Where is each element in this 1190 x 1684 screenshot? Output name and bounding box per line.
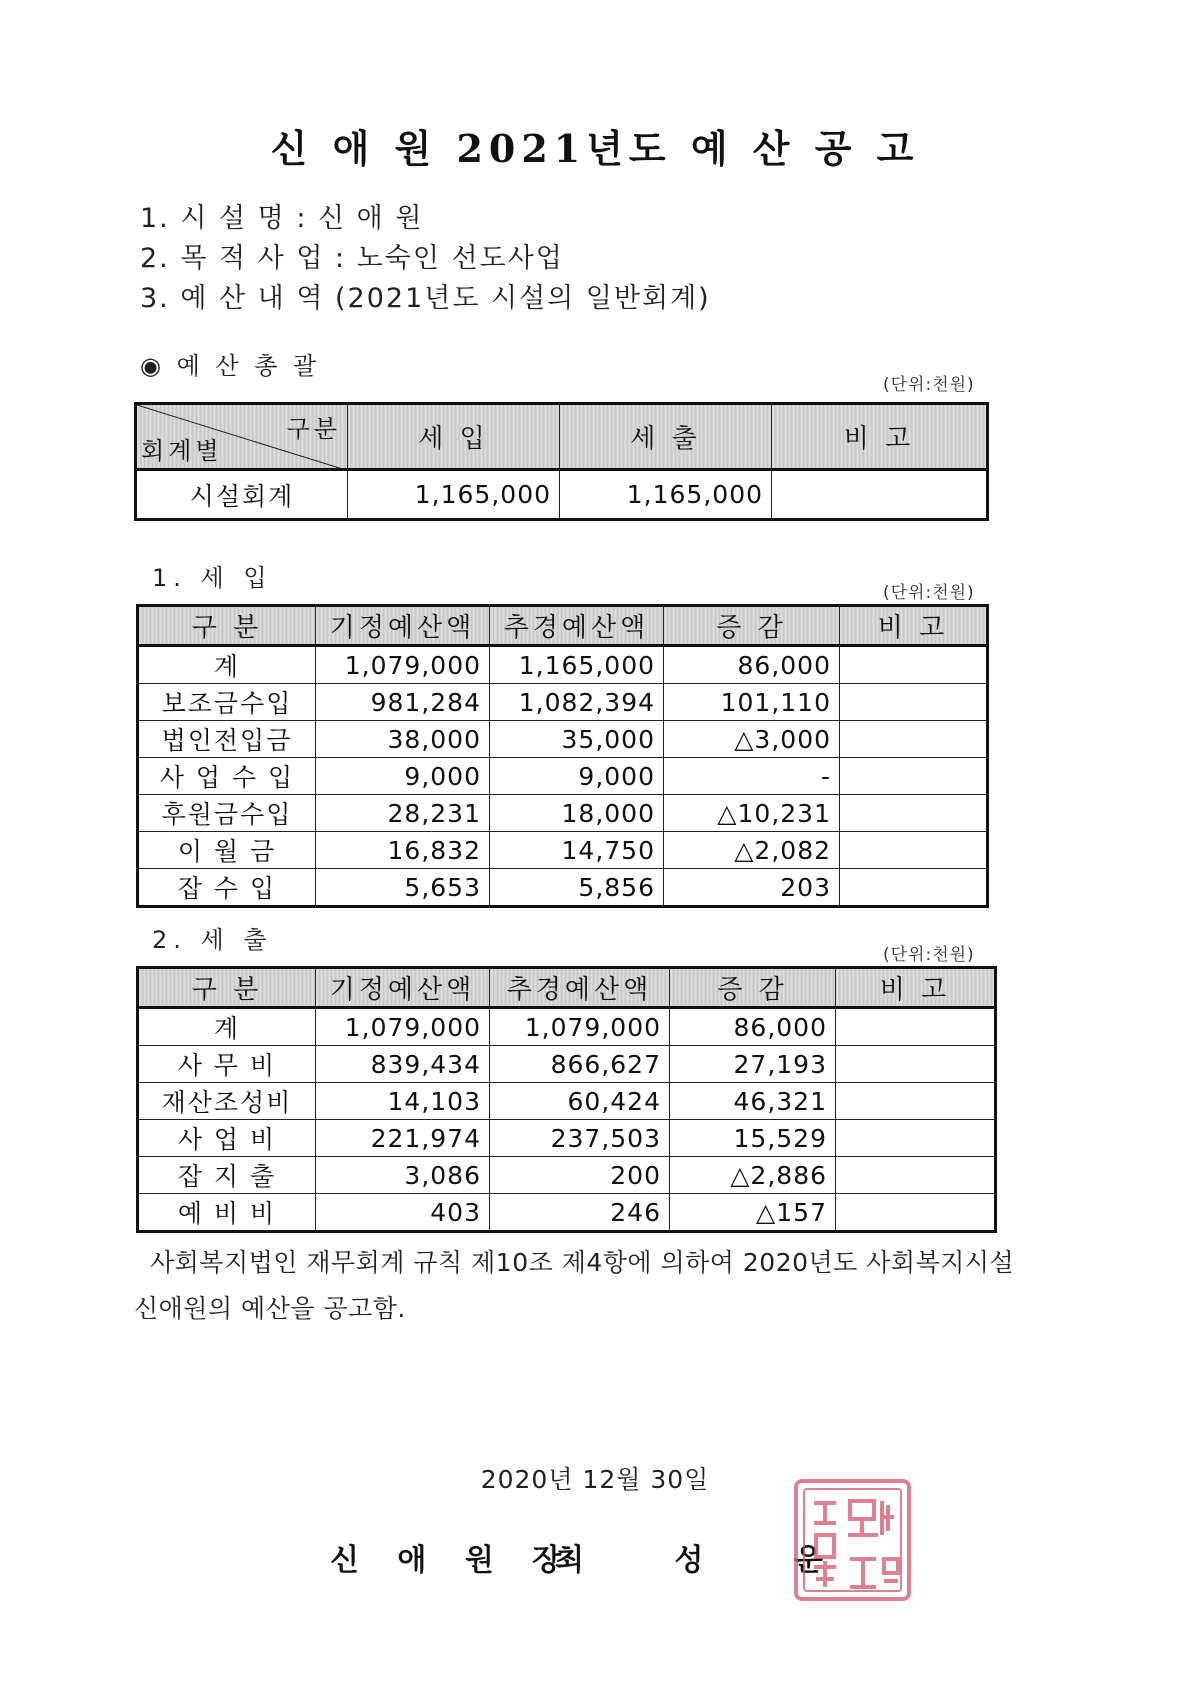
expense-cell-remarks	[836, 1008, 996, 1046]
header-income: 세 입	[348, 404, 560, 470]
income-row	[138, 832, 988, 869]
budget-details-line: 3. 예 산 내 역 (2021년도 시설의 일반회계)	[140, 283, 711, 314]
income-cell-change: △2,082	[664, 832, 840, 869]
expense-cell-change: 86,000	[670, 1008, 836, 1046]
expense-cell-original: 403	[316, 1194, 490, 1232]
expense-cell-original: 14,103	[316, 1083, 490, 1120]
income-cell-remarks	[840, 795, 988, 832]
announcement-date: 2020년 12월 30일	[480, 1465, 710, 1494]
income-cell-category: 잡 수 입	[138, 869, 316, 907]
income-row	[138, 758, 988, 795]
income-table	[136, 604, 989, 908]
expense-cell-remarks	[836, 1120, 996, 1157]
expense-cell-remarks	[836, 1046, 996, 1083]
income-cell-original: 981,284	[316, 684, 490, 721]
signer-name: 최 성 운	[555, 1543, 863, 1578]
income-row	[138, 684, 988, 721]
income-cell-remarks	[840, 832, 988, 869]
expense-cell-remarks	[836, 1157, 996, 1194]
income-row	[138, 721, 988, 758]
expense-heading: 2. 세 출	[152, 926, 273, 954]
income-cell-supplementary: 1,165,000	[490, 646, 664, 684]
summary-row	[136, 470, 988, 520]
income-cell-supplementary: 5,856	[490, 869, 664, 907]
summary-table	[134, 402, 989, 521]
income-header-original: 기정예산액	[316, 606, 490, 646]
expense-cell-category: 계	[138, 1008, 316, 1046]
income-cell-change: △10,231	[664, 795, 840, 832]
expense-cell-supplementary: 246	[490, 1194, 670, 1232]
income-cell-remarks	[840, 721, 988, 758]
expense-cell-supplementary: 866,627	[490, 1046, 670, 1083]
income-cell-original: 5,653	[316, 869, 490, 907]
income-cell-supplementary: 1,082,394	[490, 684, 664, 721]
header-remarks: 비 고	[772, 404, 988, 470]
expense-cell-category: 잡 지 출	[138, 1157, 316, 1194]
expense-header-original: 기정예산액	[316, 968, 490, 1008]
header-expense: 세 출	[560, 404, 772, 470]
signer-title: 신 애 원 장	[330, 1543, 576, 1578]
expense-row	[138, 1157, 996, 1194]
summary-expense-value: 1,165,000	[560, 470, 772, 520]
notice-line-1: 사회복지법인 재무회계 규칙 제10조 제4항에 의하여 2020년도 사회복지시설	[150, 1248, 1015, 1277]
expense-row	[138, 1008, 996, 1046]
income-cell-supplementary: 9,000	[490, 758, 664, 795]
expense-cell-change: 46,321	[670, 1083, 836, 1120]
summary-row-label: 시설회계	[136, 470, 348, 520]
income-cell-change: -	[664, 758, 840, 795]
expense-row	[138, 1194, 996, 1232]
business-purpose-line: 2. 목 적 사 업 : 노숙인 선도사업	[140, 243, 564, 274]
expense-cell-category: 재산조성비	[138, 1083, 316, 1120]
official-seal-icon	[790, 1475, 915, 1605]
income-cell-change: △3,000	[664, 721, 840, 758]
income-cell-supplementary: 14,750	[490, 832, 664, 869]
income-cell-change: 86,000	[664, 646, 840, 684]
expense-cell-change: 27,193	[670, 1046, 836, 1083]
document-title: 신 애 원 2021년도 예 산 공 고	[270, 126, 920, 171]
facility-name-line: 1. 시 설 명 : 신 애 원	[140, 203, 424, 234]
expense-cell-original: 221,974	[316, 1120, 490, 1157]
expense-cell-supplementary: 237,503	[490, 1120, 670, 1157]
income-cell-category: 사 업 수 입	[138, 758, 316, 795]
expense-cell-supplementary: 200	[490, 1157, 670, 1194]
income-header-change: 증 감	[664, 606, 840, 646]
income-cell-original: 16,832	[316, 832, 490, 869]
income-cell-category: 보조금수입	[138, 684, 316, 721]
expense-row	[138, 1046, 996, 1083]
income-cell-supplementary: 18,000	[490, 795, 664, 832]
summary-income-value: 1,165,000	[348, 470, 560, 520]
expense-cell-change: 15,529	[670, 1120, 836, 1157]
expense-header-category: 구 분	[138, 968, 316, 1008]
income-cell-remarks	[840, 646, 988, 684]
income-unit: (단위:천원)	[883, 583, 975, 603]
expense-unit: (단위:천원)	[883, 945, 975, 965]
expense-table	[136, 966, 997, 1233]
income-cell-category: 후원금수입	[138, 795, 316, 832]
expense-header-supplementary: 추경예산액	[490, 968, 670, 1008]
expense-header-row	[138, 968, 996, 1008]
header-category: 구분	[286, 415, 341, 443]
summary-heading: ◉ 예 산 총 괄	[140, 352, 321, 380]
income-cell-original: 38,000	[316, 721, 490, 758]
income-cell-remarks	[840, 758, 988, 795]
expense-cell-category: 사 무 비	[138, 1046, 316, 1083]
notice-line-2: 신애원의 예산을 공고함.	[134, 1294, 406, 1323]
expense-cell-original: 1,079,000	[316, 1008, 490, 1046]
summary-diagonal-header	[136, 404, 348, 470]
income-cell-change: 101,110	[664, 684, 840, 721]
income-heading: 1. 세 입	[152, 564, 273, 592]
expense-header-remarks: 비 고	[836, 968, 996, 1008]
expense-cell-remarks	[836, 1083, 996, 1120]
income-cell-change: 203	[664, 869, 840, 907]
expense-row	[138, 1083, 996, 1120]
income-cell-remarks	[840, 684, 988, 721]
income-header-category: 구 분	[138, 606, 316, 646]
summary-remarks-value	[772, 470, 988, 520]
income-cell-supplementary: 35,000	[490, 721, 664, 758]
expense-cell-remarks	[836, 1194, 996, 1232]
income-row	[138, 646, 988, 684]
income-cell-category: 법인전입금	[138, 721, 316, 758]
expense-header-change: 증 감	[670, 968, 836, 1008]
income-cell-original: 28,231	[316, 795, 490, 832]
income-row	[138, 869, 988, 907]
income-cell-category: 이 월 금	[138, 832, 316, 869]
summary-unit: (단위:천원)	[883, 375, 975, 395]
expense-row	[138, 1120, 996, 1157]
income-header-supplementary: 추경예산액	[490, 606, 664, 646]
expense-cell-category: 예 비 비	[138, 1194, 316, 1232]
income-cell-remarks	[840, 869, 988, 907]
expense-cell-supplementary: 1,079,000	[490, 1008, 670, 1046]
expense-cell-change: △157	[670, 1194, 836, 1232]
income-cell-original: 9,000	[316, 758, 490, 795]
income-header-remarks: 비 고	[840, 606, 988, 646]
expense-cell-original: 839,434	[316, 1046, 490, 1083]
expense-cell-original: 3,086	[316, 1157, 490, 1194]
expense-cell-supplementary: 60,424	[490, 1083, 670, 1120]
expense-cell-category: 사 업 비	[138, 1120, 316, 1157]
expense-cell-change: △2,886	[670, 1157, 836, 1194]
summary-header-row	[136, 404, 988, 470]
income-cell-original: 1,079,000	[316, 646, 490, 684]
header-account: 회계별	[141, 437, 223, 465]
income-cell-category: 계	[138, 646, 316, 684]
income-header-row	[138, 606, 988, 646]
income-row	[138, 795, 988, 832]
